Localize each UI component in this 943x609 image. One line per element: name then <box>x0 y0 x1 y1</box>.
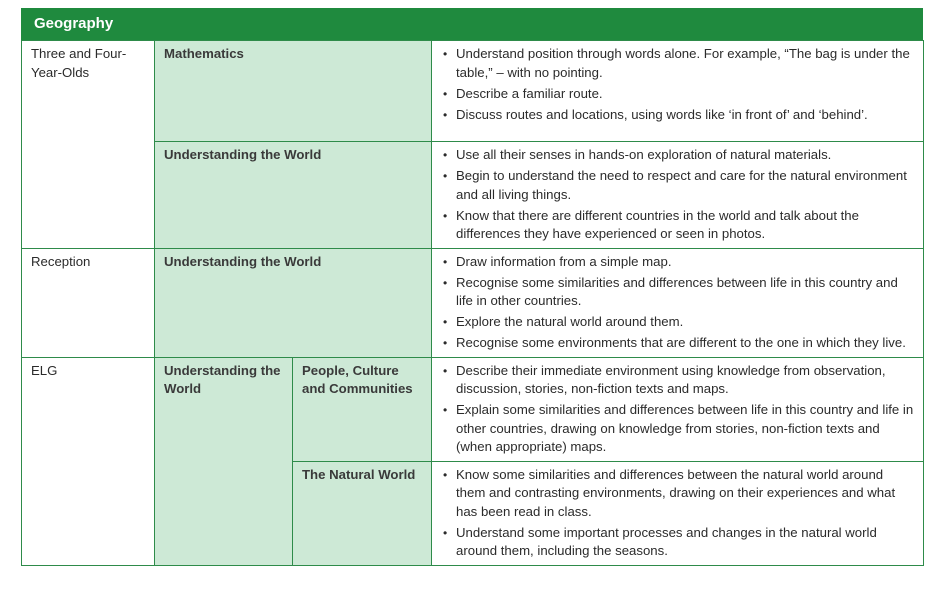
list-item: • Describe their immediate environment using knowledge from observation, discussion, stories, non-fiction texts and maps. <box>441 362 915 399</box>
area-cell-understanding-world: Understanding the World <box>155 248 432 357</box>
area-cell-understanding-world: Understanding the World <box>155 357 293 565</box>
list-item: • Begin to understand the need to respect and care for the natural environment and all living things. <box>441 167 915 204</box>
age-cell-elg: ELG <box>22 357 155 565</box>
strand-cell-natural-world: The Natural World <box>293 461 432 565</box>
list-item: • Discuss routes and locations, using words like ‘in front of’ and ‘behind’. <box>441 106 915 125</box>
list-item: • Use all their senses in hands-on exploration of natural materials. <box>441 146 915 165</box>
table-row <box>22 142 924 249</box>
outcomes-cell <box>432 461 924 565</box>
table-row <box>22 357 924 461</box>
list-item: • Describe a familiar route. <box>441 85 915 104</box>
list-item: • Recognise some environments that are different to the one in which they live. <box>441 334 915 353</box>
outcomes-cell <box>432 142 924 249</box>
strand-cell-people-culture: People, Culture and Communities <box>293 357 432 461</box>
bullet-list <box>441 466 915 561</box>
outcomes-cell <box>432 357 924 461</box>
list-item: • Understand position through words alone. For example, “The bag is under the table,” – with no pointing. <box>441 45 915 82</box>
age-cell-reception: Reception <box>22 248 155 357</box>
list-item: • Understand some important processes and changes in the natural world around them, including the seasons. <box>441 524 915 561</box>
area-cell-understanding-world: Understanding the World <box>155 142 432 249</box>
list-item: • Recognise some similarities and differences between life in this country and life in other countries. <box>441 274 915 311</box>
table-row <box>22 41 924 142</box>
list-item: • Know that there are different countries in the world and talk about the differences they have experienced or seen in photos. <box>441 207 915 244</box>
area-cell-mathematics: Mathematics <box>155 41 432 142</box>
list-item: • Know some similarities and differences between the natural world around them and contrasting environments, drawing on their experiences and what has been read in class. <box>441 466 915 522</box>
curriculum-grid <box>21 40 924 566</box>
outcomes-cell <box>432 248 924 357</box>
list-item: • Draw information from a simple map. <box>441 253 915 272</box>
bullet-list <box>441 253 915 353</box>
bullet-list <box>441 362 915 457</box>
table-title: Geography <box>21 8 923 40</box>
geography-curriculum-table <box>21 8 923 566</box>
bullet-list <box>441 146 915 244</box>
list-item: • Explain some similarities and differences between life in this country and life in other countries, drawing on knowledge from stories, non-fiction texts and (when appropriate) maps. <box>441 401 915 457</box>
bullet-list <box>441 45 915 124</box>
outcomes-cell <box>432 41 924 142</box>
table-row <box>22 248 924 357</box>
list-item: • Explore the natural world around them. <box>441 313 915 332</box>
age-cell-three-four: Three and Four-Year-Olds <box>22 41 155 249</box>
